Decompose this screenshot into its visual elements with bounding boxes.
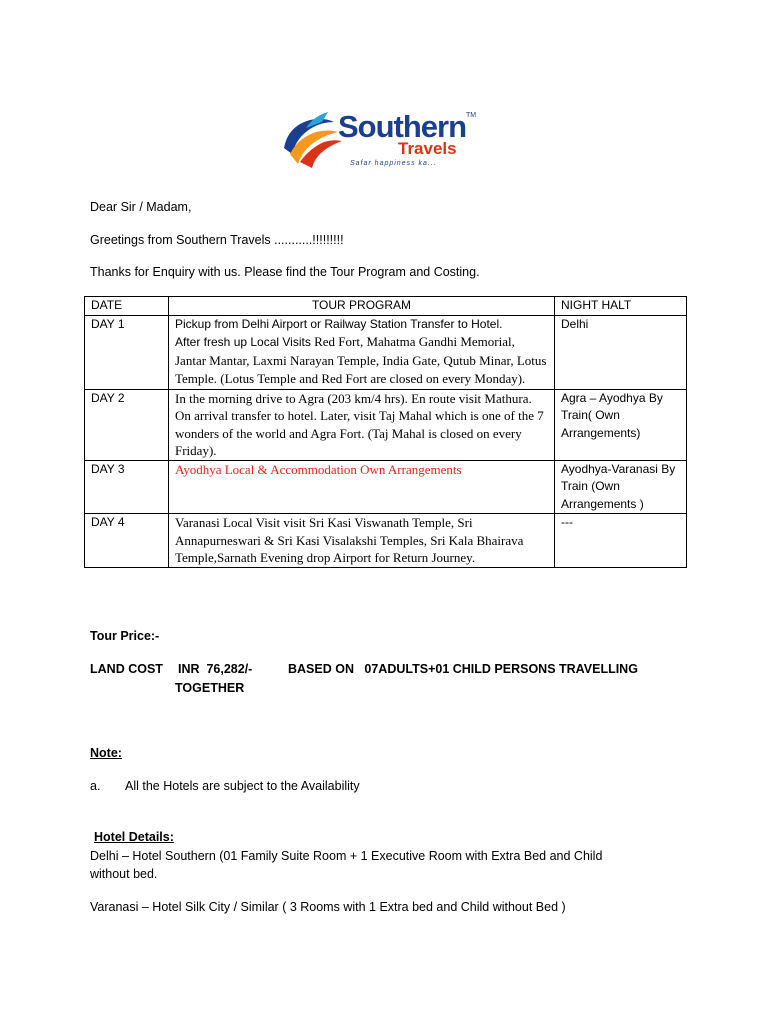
note-text: All the Hotels are subject to the Availability: [125, 779, 360, 793]
hotel-delhi-line2: without bed.: [90, 867, 158, 881]
company-logo: [276, 108, 476, 170]
row-date: DAY 2: [85, 389, 169, 460]
tour-price-heading: Tour Price:-: [90, 629, 160, 643]
note-marker: a.: [90, 779, 101, 793]
header-tour-program: TOUR PROGRAM: [169, 297, 555, 316]
row-night-halt: Agra – Ayodhya By Train( Own Arrangements): [555, 389, 687, 460]
row-program: In the morning drive to Agra (203 km/4 hrs). En route visit Mathura. On arrival transfer to hotel. Later, visit Taj Mahal which is one of the 7 wonders of the world and Agra Fort. (Taj Mahal is closed on every Friday).: [169, 389, 555, 460]
hotel-varanasi: Varanasi – Hotel Silk City / Similar ( 3 Rooms with 1 Extra bed and Child without Bed ): [90, 900, 566, 914]
land-cost-basis-cont: TOGETHER: [175, 681, 245, 695]
hotel-delhi-line1: Delhi – Hotel Southern (01 Family Suite Room + 1 Executive Room with Extra Bed and Child: [90, 849, 603, 863]
logo-trademark: TM: [466, 112, 477, 119]
logo-subtitle: Travels: [398, 139, 457, 158]
intro-text: Thanks for Enquiry with us. Please find the Tour Program and Costing.: [90, 265, 480, 279]
program-text-serif: Red Fort, Mahatma Gandhi Memorial, Jantar Mantar, Laxmi Narayan Temple, India Gate, Qutub Minar, Lotus Temple. (Lotus Temple and Red Fort are closed on every Monday).: [175, 334, 547, 386]
row-program: [169, 315, 555, 389]
row-night-halt: ---: [555, 514, 687, 568]
row-program: Ayodhya Local & Accommodation Own Arrangements: [169, 460, 555, 514]
program-text-sans: After fresh up Local Visits: [175, 335, 311, 349]
row-date: DAY 1: [85, 315, 169, 389]
row-program: Varanasi Local Visit visit Sri Kasi Viswanath Temple, Sri Annapurneswari & Sri Kasi Visalakshi Temples, Sri Kala Bhairava Temple,Sarnath Evening drop Airport for Return Journey.: [169, 514, 555, 568]
row-night-halt: Delhi: [555, 315, 687, 389]
land-cost-basis: BASED ON 07ADULTS+01 CHILD PERSONS TRAVELLING: [288, 662, 638, 676]
land-cost-label: LAND COST: [90, 662, 163, 676]
program-text-sans: Pickup from Delhi Airport or Railway Station Transfer to Hotel.: [175, 316, 503, 331]
land-cost-amount: INR 76,282/-: [178, 662, 253, 676]
bird-emblem-icon: [276, 108, 346, 170]
hotel-details-heading: Hotel Details:: [94, 830, 174, 844]
row-night-halt: Ayodhya-Varanasi By Train (Own Arrangements ): [555, 460, 687, 514]
tour-program-table: [84, 296, 687, 568]
table-row: [85, 514, 687, 568]
row-date: DAY 3: [85, 460, 169, 514]
header-night-halt: NIGHT HALT: [555, 297, 687, 316]
salutation: Dear Sir / Madam,: [90, 200, 192, 214]
note-heading: Note:: [90, 746, 122, 760]
header-date: DATE: [85, 297, 169, 316]
table-header-row: [85, 297, 687, 316]
table-row: [85, 315, 687, 389]
row-date: DAY 4: [85, 514, 169, 568]
table-row: [85, 389, 687, 460]
logo-tagline: Safar happiness ka...: [350, 160, 437, 167]
greeting: Greetings from Southern Travels ...........!!!!!!!!!: [90, 233, 344, 247]
table-row: [85, 460, 687, 514]
logo-brand-text: Southern: [338, 109, 467, 144]
